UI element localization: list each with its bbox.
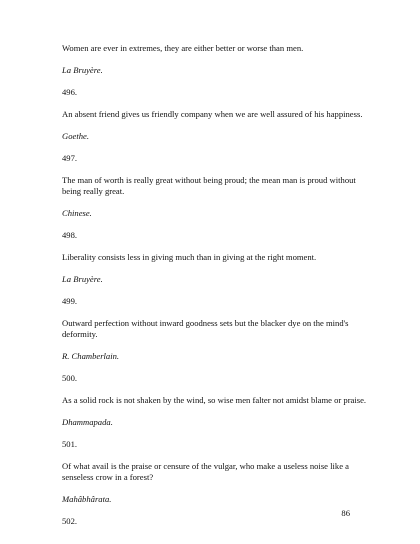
quote-number: 497.	[62, 153, 78, 163]
quote-author: La Bruyère.	[62, 274, 103, 284]
quote-number: 502.	[62, 516, 78, 526]
quote-author: Dhammapada.	[62, 417, 113, 427]
quote-author: R. Chamberlain.	[62, 351, 120, 361]
quote-text: Outward perfection without inward goodness sets but the blacker dye on the mind's deformity.	[62, 318, 349, 339]
quote-entry	[62, 318, 372, 384]
quote-entry	[62, 109, 372, 164]
quote-number: 499.	[62, 296, 78, 306]
quote-author: Goethe.	[62, 131, 89, 141]
quote-author: Chinese.	[62, 208, 92, 218]
quote-number: 496.	[62, 87, 78, 97]
quote-number: 498.	[62, 230, 78, 240]
page-number: 86	[341, 508, 350, 518]
quote-author: La Bruyère.	[62, 65, 103, 75]
quote-entry	[62, 395, 372, 450]
quote-text: The man of worth is really great without being proud; the mean man is proud without being really great.	[62, 175, 356, 196]
quote-entry	[62, 43, 372, 98]
quote-entry	[62, 252, 372, 307]
quote-text: Women are ever in extremes, they are either better or worse than men.	[62, 43, 304, 53]
page-content	[62, 43, 372, 538]
quote-text: Of what avail is the praise or censure of the vulgar, who make a useless noise like a senseless crow in a forest?	[62, 461, 349, 482]
quote-text: As a solid rock is not shaken by the wind, so wise men falter not amidst blame or praise.	[62, 395, 367, 405]
quote-author: Mahâbhârata.	[62, 494, 112, 504]
quote-number: 501.	[62, 439, 78, 449]
quote-entry	[62, 175, 372, 241]
quote-entry	[62, 461, 372, 527]
quote-text: Liberality consists less in giving much than in giving at the right moment.	[62, 252, 317, 262]
quote-text: An absent friend gives us friendly company when we are well assured of his happiness.	[62, 109, 363, 119]
quote-number: 500.	[62, 373, 78, 383]
